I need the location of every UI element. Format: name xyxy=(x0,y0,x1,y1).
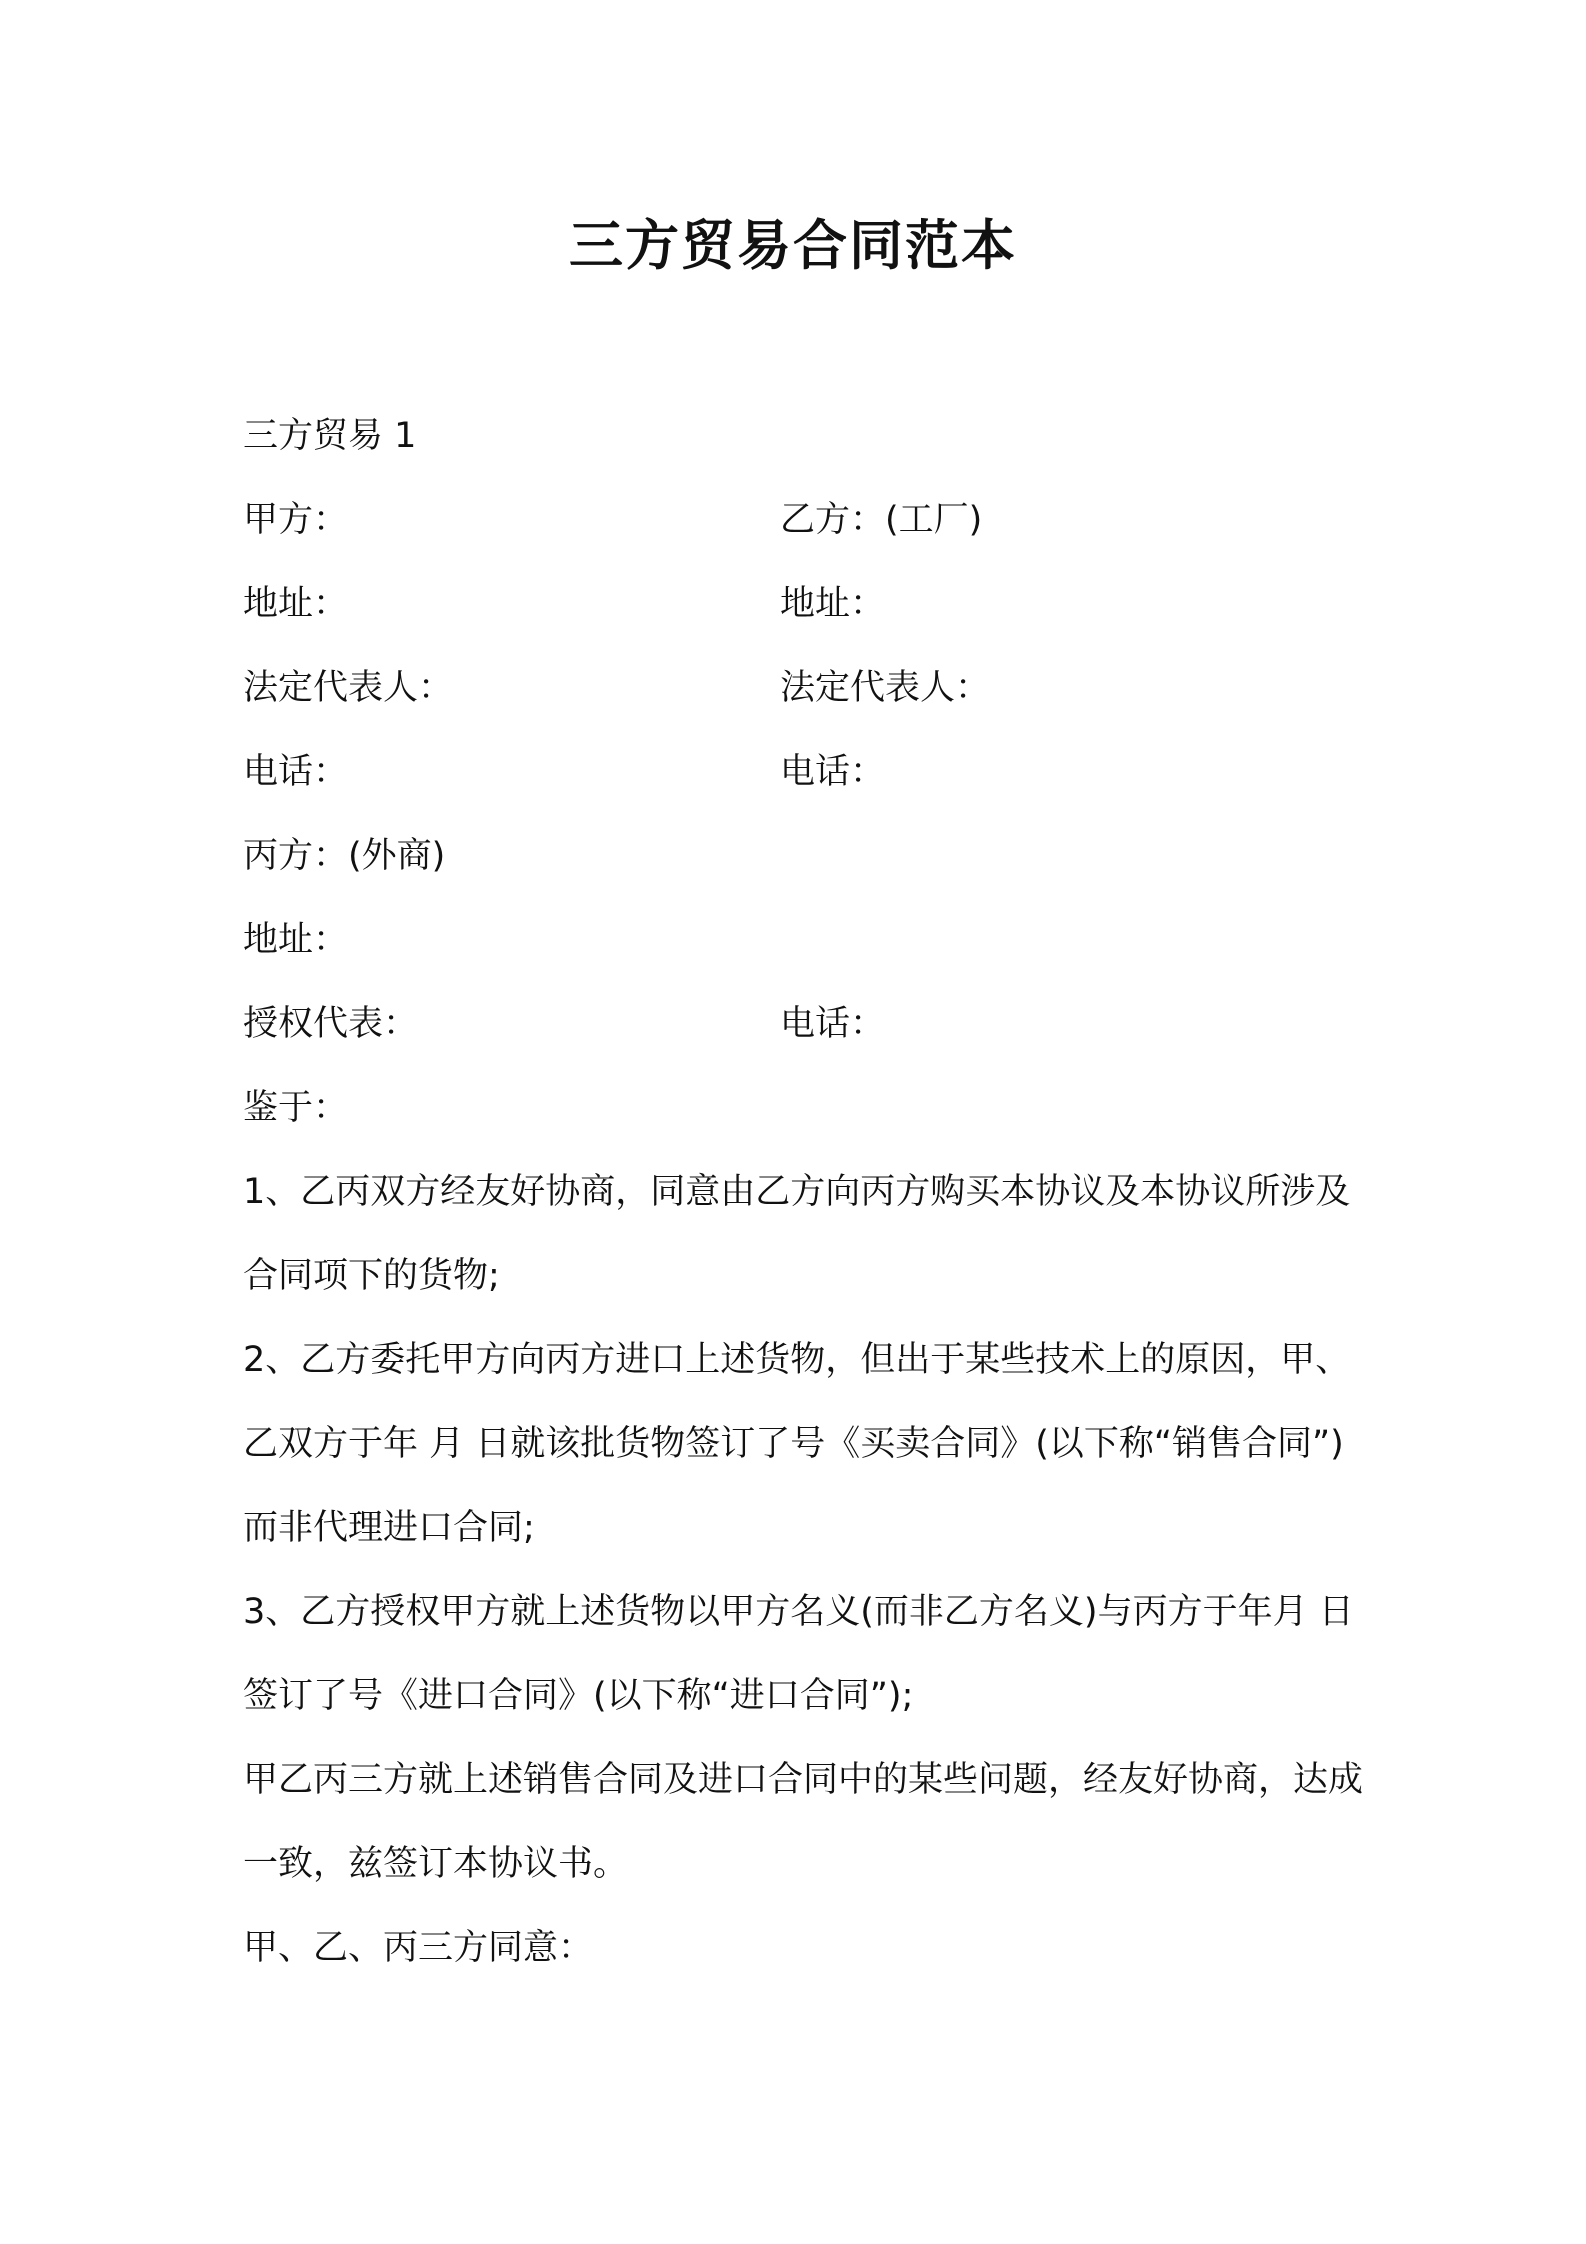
party-a-legal-rep-label: 法定代表人： xyxy=(243,668,454,708)
clause-3: 3、乙方授权甲方就上述货物以甲方名义(而非乙方名义)与丙方于年月 日签订了号《进口合同》(以下称“进口合同”); xyxy=(243,1592,1354,1716)
party-b-name-label: 乙方：(工厂) xyxy=(780,500,983,540)
party-c-name-label: 丙方：(外商) xyxy=(243,836,446,876)
document-body xyxy=(243,394,1363,1990)
party-b-phone-label: 电话： xyxy=(780,752,886,792)
document-title: 三方贸易合同范本 xyxy=(569,214,1017,277)
agreement-label: 甲、乙、丙三方同意： xyxy=(243,1928,594,1968)
party-row-legal-rep xyxy=(243,646,1363,730)
party-c-row xyxy=(243,982,1363,1066)
document-subtitle: 三方贸易 1 xyxy=(243,416,417,456)
party-row-phone xyxy=(243,730,1363,814)
whereas-label: 鉴于： xyxy=(243,1088,349,1128)
party-b-address-label: 地址： xyxy=(780,584,886,624)
party-row-address xyxy=(243,562,1363,646)
party-row-name xyxy=(243,478,1363,562)
party-a-phone-label: 电话： xyxy=(243,752,349,792)
clause-1: 1、乙丙双方经友好协商，同意由乙方向丙方购买本协议及本协议所涉及合同项下的货物; xyxy=(243,1172,1351,1296)
party-c-phone-label: 电话： xyxy=(780,1004,886,1044)
clause-4: 甲乙丙三方就上述销售合同及进口合同中的某些问题，经友好协商，达成一致，兹签订本协议书。 xyxy=(243,1760,1364,1884)
clause-2: 2、乙方委托甲方向丙方进口上述货物，但出于某些技术上的原因，甲、乙双方于年 月 日就该批货物签订了号《买卖合同》(以下称“销售合同”)而非代理进口合同; xyxy=(243,1340,1351,1548)
party-a-name-label: 甲方： xyxy=(243,500,349,540)
party-c-address-label: 地址： xyxy=(243,920,349,960)
party-a-address-label: 地址： xyxy=(243,584,349,624)
party-c-auth-rep-label: 授权代表： xyxy=(243,1004,419,1044)
party-b-legal-rep-label: 法定代表人： xyxy=(780,668,991,708)
